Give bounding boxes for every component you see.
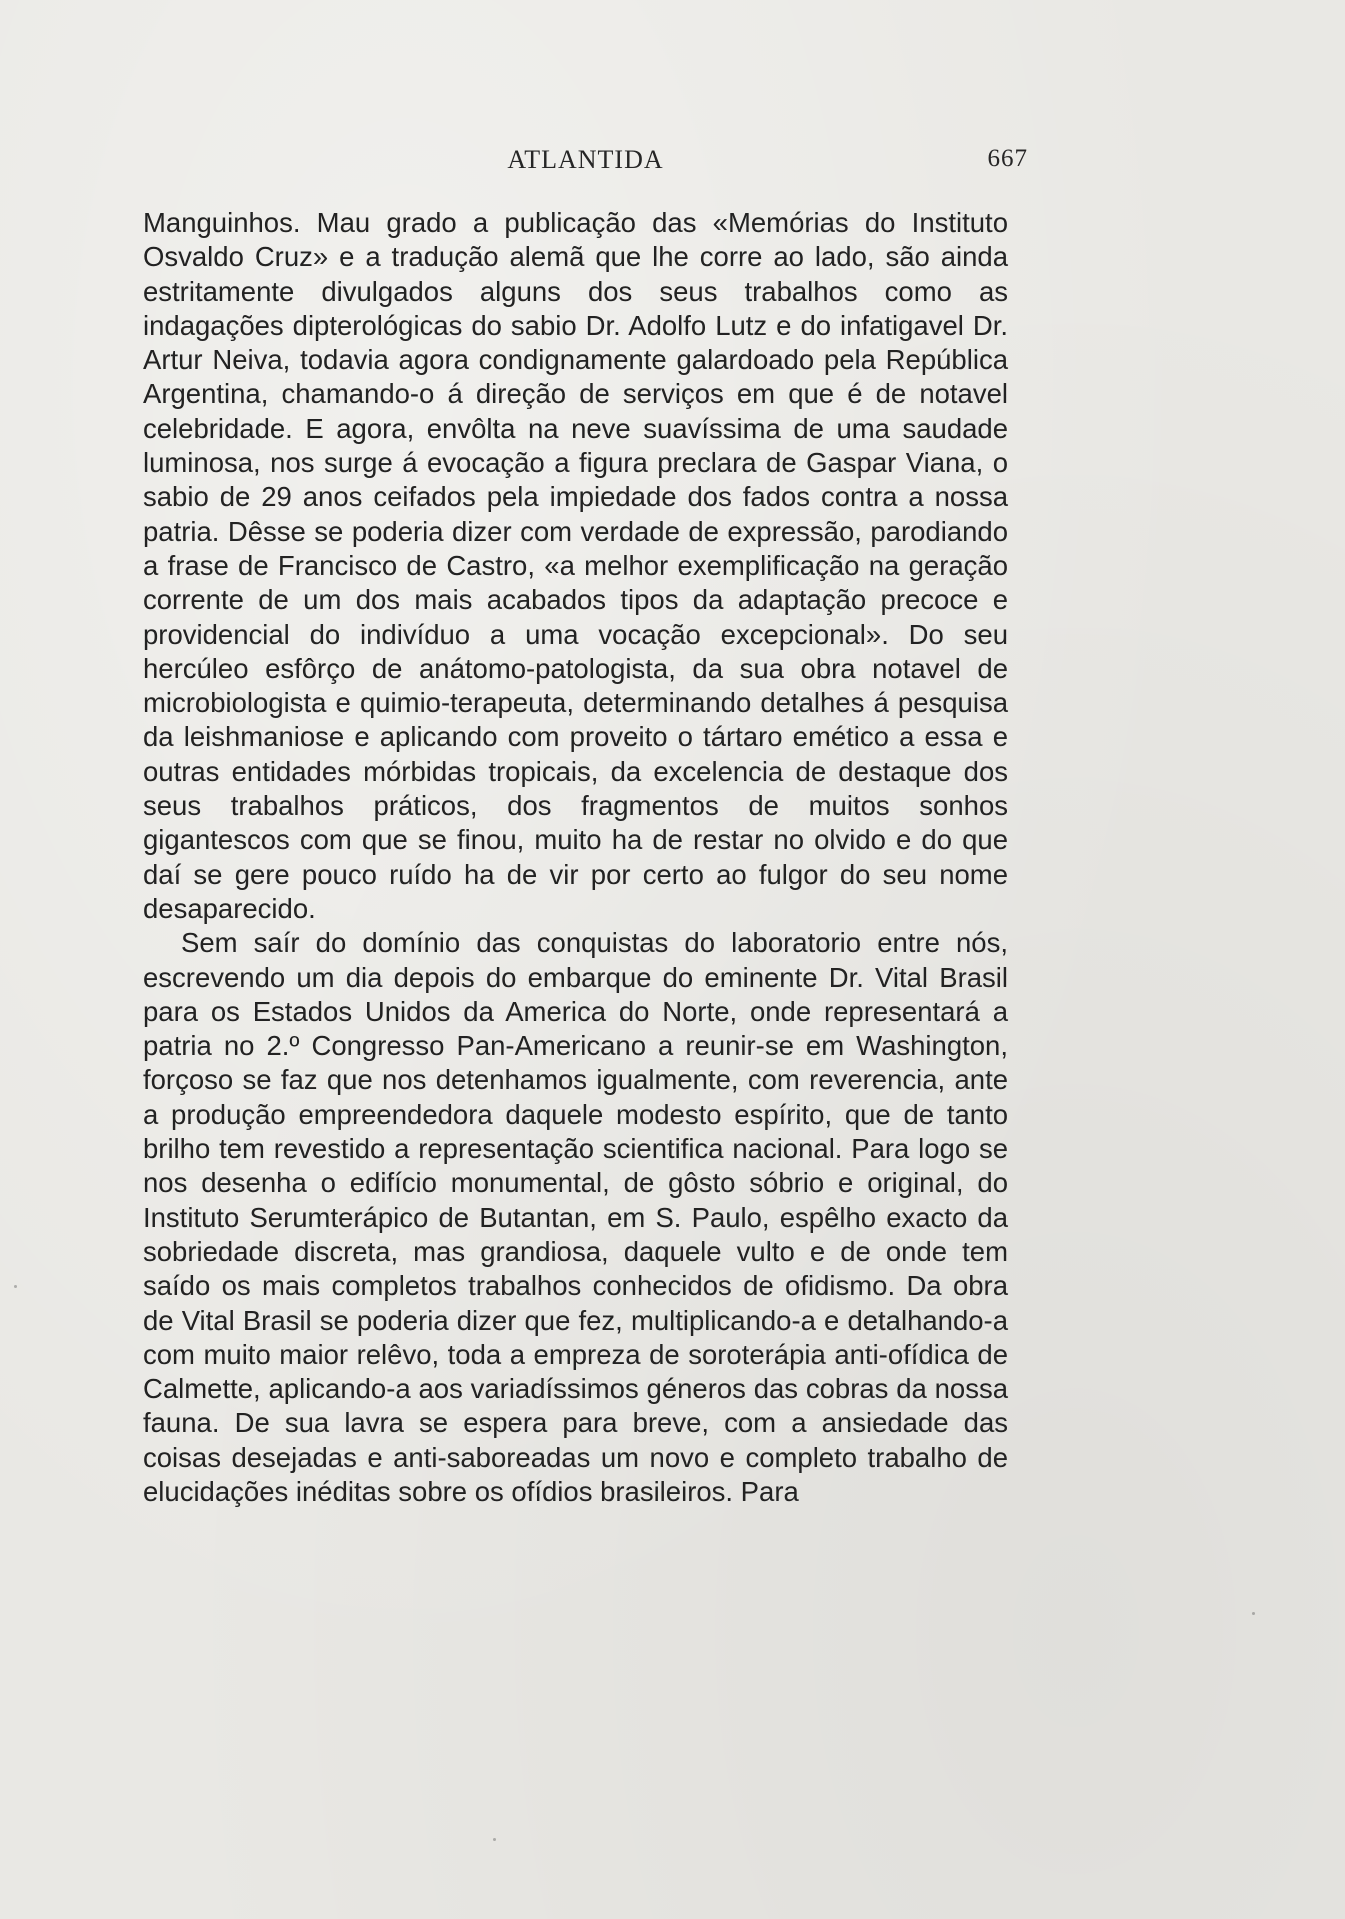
paragraph-2: Sem saír do domínio das conquistas do laboratorio entre nós, escrevendo um dia depois do embarque do eminente Dr. Vital Brasil para os Estados Unidos da America do Norte, onde representará a patria no 2.º Congresso Pan-Americano a reunir-se em Washington, forçoso se faz que nos detenhamos igualmente, com reverencia, ante a produção empreendedora daquele modesto espírito, que de tanto brilho tem revestido a representação scientifica nacional. Para logo se nos desenha o edifício monumental, de gôsto sóbrio e original, do Instituto Serumterápico de Butantan, em S. Paulo, espêlho exacto da sobriedade discreta, mas grandiosa, daquele vulto e de onde tem saído os mais completos trabalhos conhecidos de ofidismo. Da obra de Vital Brasil se poderia dizer que fez, multiplicando-a e detalhando-a com muito maior relêvo, toda a empreza de soroterápia anti-ofídica de Calmette, aplicando-a aos variadíssimos géneros das cobras da nossa fauna. De sua lavra se espera para breve, com a ansiedade das coisas desejadas e anti-saboreadas um novo e completo trabalho de elucidações inéditas sobre os ofídios brasileiros. Para [143,927,1008,1507]
paper-speck [14,1285,17,1288]
paper-speck [1252,1612,1255,1615]
running-head-title: ATLANTIDA [507,145,664,174]
body-text [143,206,1008,1509]
paragraph-1: Manguinhos. Mau grado a publicação das «Memórias do Instituto Osvaldo Cruz» e a tradução alemã que lhe corre ao lado, são ainda estritamente divulgados alguns dos seus trabalhos como as indagações dipterológicas do sabio Dr. Adolfo Lutz e do infatigavel Dr. Artur Neiva, todavia agora condignamente galardoado pela República Argentina, chamando-o á direção de serviços em que é de notavel celebridade. E agora, envôlta na neve suavíssima de uma saudade luminosa, nos surge á evocação a figura preclara de Gaspar Viana, o sabio de 29 anos ceifados pela impiedade dos fados contra a nossa patria. Dêsse se poderia dizer com verdade de expressão, parodiando a frase de Francisco de Castro, «a melhor exemplificação na geração corrente de um dos mais acabados tipos da adaptação precoce e providencial do indivíduo a uma vocação excepcional». Do seu hercúleo esfôrço de anátomo-patologista, da sua obra notavel de microbiologista e quimio-terapeuta, determinando detalhes á pesquisa da leishmaniose e aplicando com proveito o tártaro emético a essa e outras entidades mórbidas tropicais, da excelencia de destaque dos seus trabalhos práticos, dos fragmentos de muitos sonhos gigantescos com que se finou, muito ha de restar no olvido e do que daí se gere pouco ruído ha de vir por certo ao fulgor do seu nome desaparecido. [143,207,1008,924]
page-number: 667 [987,145,1028,172]
running-head [143,145,1028,181]
paper-speck [493,1838,496,1841]
